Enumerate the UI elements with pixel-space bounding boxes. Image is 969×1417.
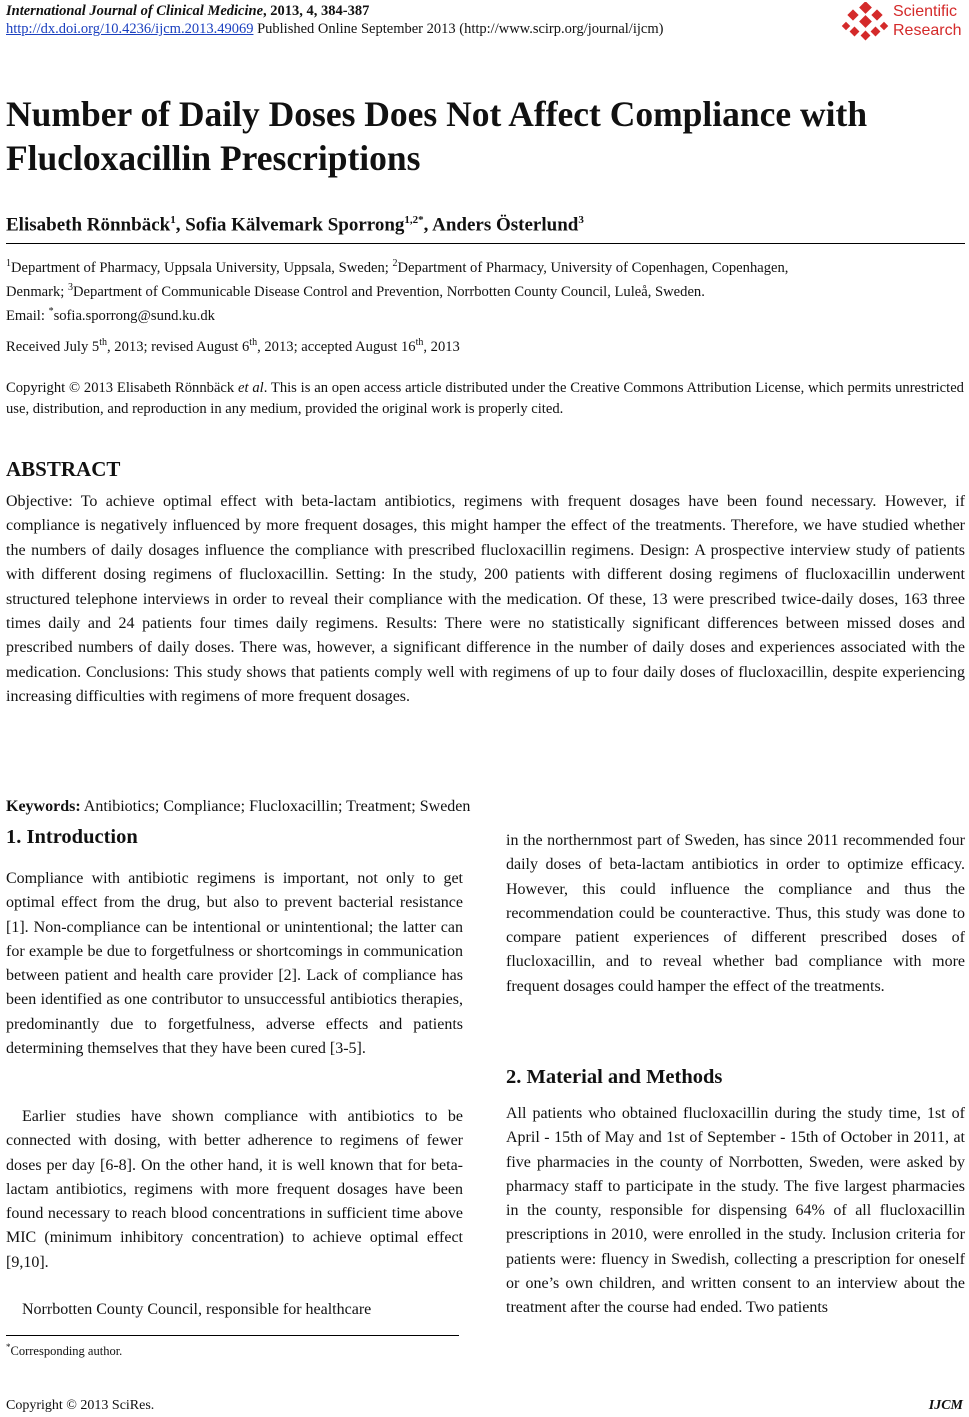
publisher-logo bbox=[841, 2, 963, 42]
license-text: Copyright © 2013 Elisabeth Rönnbäck bbox=[6, 380, 239, 396]
affil-sup: 3 bbox=[68, 281, 74, 293]
email-address[interactable]: sofia.sporrong@sund.ku.dk bbox=[53, 307, 215, 324]
author-name: Elisabeth Rönnbäck bbox=[6, 214, 171, 236]
published-text: Published Online September 2013 (http://www.scirp.org/journal/ijcm) bbox=[253, 21, 664, 37]
author-sup: 3 bbox=[578, 214, 584, 226]
author-name: Sofia Kälvemark Sporrong bbox=[185, 214, 405, 236]
affil-sup: 1 bbox=[6, 258, 11, 269]
intro-heading: 1. Introduction bbox=[6, 826, 138, 848]
date-sup: th bbox=[99, 337, 107, 348]
intro-paragraph-4: in the northernmost part of Sweden, has since 2011 recommended four daily doses of beta-lactam antibiotics in order to optimize efficacy. However, this could influence the compliance and thus the recommendation could be counteractive. Thus, this study was done to compare patient experiences of different prescribed doses of flucloxacillin, and to reveal whether bad compliance with more frequent dosages could hamper the effect of the treatments. bbox=[506, 832, 965, 995]
footer-journal-abbr: IJCM bbox=[928, 1398, 963, 1413]
license-etal: et al bbox=[238, 380, 264, 396]
email-sup: * bbox=[48, 305, 54, 317]
logo-wordmark bbox=[893, 2, 961, 40]
footnote-text: Corresponding author. bbox=[10, 1344, 123, 1359]
affil-text: Denmark; bbox=[6, 283, 69, 300]
scirp-logo-icon bbox=[841, 2, 891, 42]
affil-text: Department of Communicable Disease Control and Prevention, Norrbotten County Council, Luleå, Sweden. bbox=[73, 283, 705, 300]
journal-name: International Journal of Clinical Medicine bbox=[6, 3, 264, 19]
keywords bbox=[6, 798, 470, 816]
intro-paragraph-1: Compliance with antibiotic regimens is important, not only to get optimal effect from the drug, but also to prevent bacterial resistance [1]. Non-compliance can be intentional or unintentional; the latter can for example be due to forgetfulness or shortcomings in communication between patient and health care provider [2]. Lack of compliance has been identified as one contributor to unsuccessful antibiotics therapies, predominantly due to forgetfulness, adverse effects and patients determining themselves that they have been cured [3-5]. bbox=[6, 870, 463, 1058]
intro-paragraph-3: Norrbotten County Council, responsible for healthcare bbox=[22, 1301, 372, 1318]
footnote-sup: * bbox=[6, 1342, 11, 1352]
doi-link[interactable]: http://dx.doi.org/10.4236/ijcm.2013.49069 bbox=[6, 21, 254, 37]
date-sup: th bbox=[415, 337, 424, 348]
date-sup: th bbox=[249, 337, 258, 348]
keywords-text: Antibiotics; Compliance; Flucloxacillin; Treatment; Sweden bbox=[80, 798, 471, 815]
affiliations bbox=[6, 254, 968, 326]
license-text: . This is an open access article distributed under the Creative Commons Attribution License, which permits unrestricted use, distribution, and reproduction in any medium, provided the original work is properly cited. bbox=[6, 380, 964, 417]
methods-heading: 2. Material and Methods bbox=[506, 1066, 723, 1088]
keywords-label: Keywords: bbox=[6, 798, 81, 815]
affil-text: Department of Pharmacy, Uppsala University, Uppsala, Sweden; bbox=[11, 259, 393, 276]
doi-line bbox=[6, 21, 663, 38]
accepted-date: , 2013; accepted August 16 bbox=[257, 338, 416, 355]
journal-header bbox=[6, 3, 369, 20]
footer-copyright: Copyright © 2013 SciRes. bbox=[6, 1398, 155, 1413]
article-title: Number of Daily Doses Does Not Affect Compliance with Flucloxacillin Prescriptions bbox=[6, 94, 868, 178]
author-list bbox=[6, 214, 584, 236]
author-divider bbox=[6, 243, 965, 244]
author-separator: , bbox=[423, 214, 433, 236]
revised-date: , 2013; revised August 6 bbox=[107, 338, 250, 355]
author-name: Anders Österlund bbox=[432, 214, 579, 236]
abstract-heading: ABSTRACT bbox=[6, 457, 121, 481]
volume-info: , 2013, 4, 384-387 bbox=[263, 3, 370, 19]
logo-line-1: Scientific bbox=[893, 3, 958, 20]
footnote-divider bbox=[6, 1335, 459, 1336]
author-separator: , bbox=[175, 214, 186, 236]
date-end: , 2013 bbox=[423, 338, 460, 355]
received-date: Received July 5 bbox=[6, 338, 100, 355]
intro-paragraph-2: Earlier studies have shown compliance with antibiotics to be connected with dosing, with better adherence to regimens of fewer doses per day [6-8]. On the other hand, it is well known that for beta-lactam antibiotics, regimens with more frequent dosages have been found necessary to reach blood concentrations in sufficient time above MIC (minimum inhibitory concentration) to achieve optimal effect [9,10]. bbox=[6, 1108, 463, 1271]
affil-sup: 2 bbox=[392, 258, 398, 269]
email-label: Email: bbox=[6, 307, 49, 324]
article-dates bbox=[6, 337, 460, 356]
methods-paragraph-1: All patients who obtained flucloxacillin during the study time, 1st of April - 15th of May and 1st of September - 15th of October in 2011, at five pharmacies in the county of Norrbotten, Sweden, were asked by pharmacy staff to participate in the study. The five largest pharmacies in the county, responsible for dispensing 64% of all flucloxacillin prescriptions in 2010, were enrolled in the study. Inclusion criteria for patients were: fluency in Swedish, collecting a prescription for oneself or one’s own children, and written consent to an interview about the treatment after the course had ended. Two patients bbox=[506, 1105, 965, 1317]
license-statement bbox=[6, 378, 964, 420]
author-sup: 1,2* bbox=[404, 214, 424, 226]
affil-text: Department of Pharmacy, University of Copenhagen, Copenhagen, bbox=[397, 259, 789, 276]
logo-line-2: Research bbox=[893, 22, 962, 39]
author-sup: 1 bbox=[170, 214, 176, 226]
footnote bbox=[6, 1342, 122, 1359]
abstract-text: Objective: To achieve optimal effect with beta-lactam antibiotics, regimens with frequent dosages have been found necessary. However, if compliance is negatively influenced by more frequent dosages, this might hamper the effect of the treatments. Therefore, we have studied whether the numbers of daily dosages influence the compliance with prescribed flucloxacillin regimens. Design: A prospective interview study of patients with different dosing regimens of flucloxacillin. Setting: In the study, 200 patients with different dosing regimens of flucloxacillin underwent structured telephone interviews in order to reveal their compliance with the medication. Of these, 13 were prescribed twice-daily doses, 163 three times daily and 24 patients four times daily regimens. Results: There were no statistically significant differences between missed doses and prescribed numbers of daily doses. There was, however, a significant difference in the number of daily doses and experiences associated with the medication. Conclusions: This study shows that patients comply well with regimens of up to four daily doses of flucloxacillin, despite experiencing increasing difficulties with regimens of more frequent dosages. bbox=[6, 493, 965, 706]
